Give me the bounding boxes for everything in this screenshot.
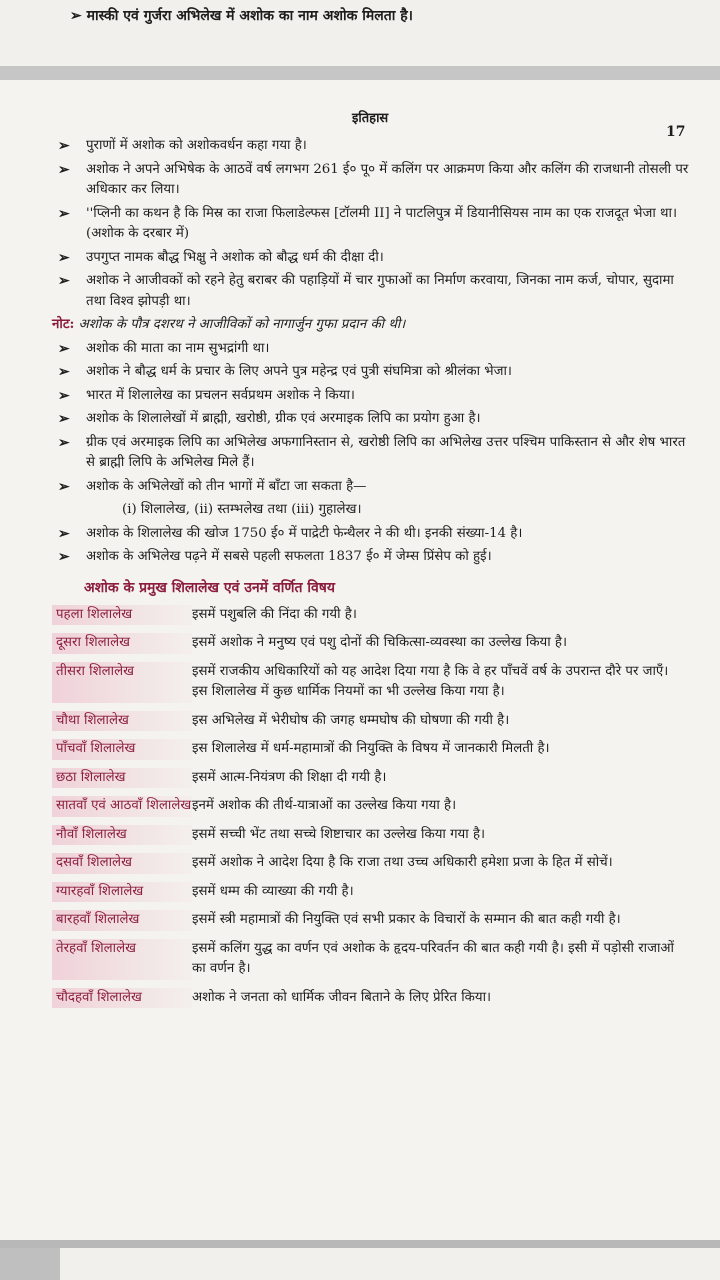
bullet-text: पुराणों में अशोक को अशोकवर्धन कहा गया है। [86,138,307,153]
bullet-text: भारत में शिलालेख का प्रचलन सर्वप्रथम अशोक ने किया। [86,387,355,403]
page-gap-bottom [0,1240,720,1248]
edict-row [52,768,692,789]
edict-row [52,662,692,703]
note-block [52,315,692,336]
bullet-item [52,433,692,474]
edict-name: सातवाँ एवं आठवाँ शिलालेख [52,796,192,817]
bullet-text: अशोक की माता का नाम सुभद्रांगी था। [86,340,270,356]
bullet-text: अशोक के शिलालेखों में ब्राह्मी, खरोष्ठी, ग्रीक एवं अरमाइक लिपि का प्रयोग हुआ है। [86,411,481,426]
bullet-text: ग्रीक एवं अरमाइक लिपि का अभिलेख अफगानिस्तान से, खरोष्ठी लिपि का अभिलेख उत्तर पश्चिम पाकिस्तान से और शेष भारत से ब्राह्मी लिपि के अभिलेख मिले हैं। [86,434,686,470]
bullet-arrow-icon: ➢ [70,8,82,24]
edict-types-sublist: (i) शिलालेख, (ii) स्तम्भलेख तथा (iii) गुहालेख। [122,502,362,517]
edict-row [52,853,692,874]
bullet-item [52,136,692,157]
bullet-list-c [52,524,692,568]
next-page-strip [60,1248,720,1280]
bullet-item [52,547,692,568]
edict-description: इसमें अशोक ने आदेश दिया है कि राजा तथा उच्च अधिकारी हमेशा प्रजा के हित में सोचें। [192,855,613,870]
bullet-text: अशोक ने अपने अभिषेक के आठवें वर्ष लगभग 261 ई० पू० में कलिंग पर आक्रमण किया और कलिंग की राजधानी तोसली पर अधिकार कर लिया। [86,161,689,197]
edict-row [52,739,692,760]
edict-name: पाँचवाँ शिलालेख [52,739,192,760]
bullet-arrow-icon: ➢ [58,249,70,266]
bullet-item [52,204,692,245]
edict-description: इसमें सच्ची भेंट तथा सच्चे शिष्टाचार का उल्लेख किया गया है। [192,826,486,842]
page-gap [0,66,720,80]
edict-name: चौदहवाँ शिलालेख [52,988,192,1009]
edict-row [52,633,692,654]
edict-row [52,939,692,980]
bullet-item [52,477,692,498]
bullet-item [52,409,692,430]
bullet-item [52,339,692,360]
edict-row [52,605,692,626]
bullet-text: अशोक के अभिलेख पढ़ने में सबसे पहली सफलता 1837 ई० में जेम्स प्रिंसेप को हुई। [86,549,492,564]
bullet-arrow-icon: ➢ [58,387,70,404]
edict-description: इसमें पशुबलि की निंदा की गयी है। [192,606,357,622]
bullet-text: उपगुप्त नामक बौद्ध भिक्षु ने अशोक को बौद्ध धर्म की दीक्षा दी। [86,249,384,265]
edicts-table [52,605,692,1009]
edict-name: नौवाँ शिलालेख [52,825,192,846]
edict-row [52,882,692,903]
bullet-text: अशोक के शिलालेख की खोज 1750 ई० में पाद्रेटी फेन्थैलर ने की थी। इनकी संख्या-14 है। [86,525,523,541]
edict-name: चौथा शिलालेख [52,711,192,732]
bullet-item [52,248,692,269]
bullet-text: अशोक ने बौद्ध धर्म के प्रचार के लिए अपने पुत्र महेन्द्र एवं पुत्री संघमित्रा को श्रीलंका भेजा। [86,364,512,379]
bullet-arrow-icon: ➢ [58,478,70,495]
previous-page-text: मास्की एवं गुर्जरा अभिलेख में अशोक का नाम अशोक मिलता है। [86,8,413,24]
edict-description: इसमें आत्म-नियंत्रण की शिक्षा दी गयी है। [192,769,387,785]
page-number: 17 [666,124,686,140]
bullet-arrow-icon: ➢ [58,434,70,451]
bullet-item [52,524,692,545]
bullet-arrow-icon: ➢ [58,364,70,380]
book-page [0,80,720,1240]
edict-row [52,988,692,1009]
edict-name: दूसरा शिलालेख [52,633,192,654]
edict-name: पहला शिलालेख [52,605,192,626]
edict-row [52,796,692,817]
page-content [52,136,692,1016]
edict-row [52,910,692,931]
bullet-arrow-icon: ➢ [58,411,70,427]
edict-description: इनमें अशोक की तीर्थ-यात्राओं का उल्लेख किया गया है। [192,798,457,813]
edict-description: इसमें अशोक ने मनुष्य एवं पशु दोनों की चिकित्सा-व्यवस्था का उल्लेख किया है। [192,635,568,650]
bullet-item [52,362,692,383]
bullet-item [52,271,692,312]
bullet-arrow-icon: ➢ [58,340,70,357]
edict-row [52,711,692,732]
bullet-list-b [52,339,692,498]
edict-name: तीसरा शिलालेख [52,662,192,703]
bullet-text: ''प्लिनी का कथन है कि मिस्र का राजा फिलाडेल्फस [टॉलमी II] ने पाटलिपुत्र में डियानीसियस नाम का एक राजदूत भेजा था। (अशोक के दरबार में) [86,205,678,241]
edict-description: इसमें धम्म की व्याख्या की गयी है। [192,883,354,899]
edict-description: इसमें कलिंग युद्ध का वर्णन एवं अशोक के हृदय-परिवर्तन की बात कही गयी है। इसी में पड़ोसी राजाओं का वर्णन है। [192,940,675,976]
edict-name: तेरहवाँ शिलालेख [52,939,192,980]
bullet-arrow-icon: ➢ [58,273,70,289]
bullet-arrow-icon: ➢ [58,138,70,154]
previous-page-strip [0,0,720,66]
edict-description: अशोक ने जनता को धार्मिक जीवन बिताने के लिए प्रेरित किया। [192,989,492,1005]
edict-description: इसमें राजकीय अधिकारियों को यह आदेश दिया गया है कि वे हर पाँचवें वर्ष के उपरान्त दौरे पर जाएँ। इस शिलालेख में कुछ धार्मिक नियमों का भी उल्लेख किया गया है। [192,663,669,699]
edict-name: बारहवाँ शिलालेख [52,910,192,931]
bullet-list-a [52,136,692,312]
page-header: इतिहास [352,111,389,126]
bullet-item [52,386,692,407]
bullet-arrow-icon: ➢ [58,549,70,565]
bullet-arrow-icon: ➢ [58,525,70,542]
note-text: अशोक के पौत्र दशरथ ने आजीविकों को नागार्जुन गुफा प्रदान की थी। [78,317,406,332]
bullet-arrow-icon: ➢ [58,161,70,178]
edict-name: ग्यारहवाँ शिलालेख [52,882,192,903]
edict-description: इस अभिलेख में भेरीघोष की जगह धम्मघोष की घोषणा की गयी है। [192,712,510,728]
previous-page-line [70,6,413,25]
edict-description: इसमें स्त्री महामात्रों की नियुक्ति एवं सभी प्रकार के विचारों के सम्मान की बात कही गयी है। [192,912,621,927]
note-label: नोट: [52,317,75,332]
bullet-arrow-icon: ➢ [58,205,70,222]
edict-description: इस शिलालेख में धर्म-महामात्रों की नियुक्ति के विषय में जानकारी मिलती है। [192,741,550,756]
edict-name: छठा शिलालेख [52,768,192,789]
section-heading: अशोक के प्रमुख शिलालेख एवं उनमें वर्णित विषय [84,579,335,596]
bullet-item [52,160,692,201]
edict-row [52,825,692,846]
bullet-text: अशोक के अभिलेखों को तीन भागों में बाँटा जा सकता है— [86,478,367,494]
edict-name: दसवाँ शिलालेख [52,853,192,874]
bullet-text: अशोक ने आजीवकों को रहने हेतु बराबर की पहाड़ियों में चार गुफाओं का निर्माण करवाया, जिनका नाम कर्ज, चोपार, सुदामा तथा विश्व झोपड़ी था। [86,273,674,309]
